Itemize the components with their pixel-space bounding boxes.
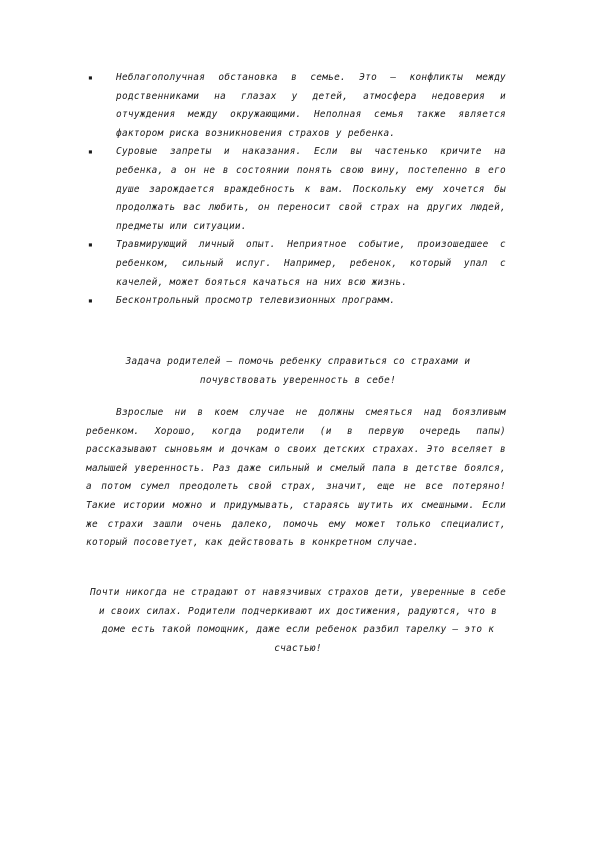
body-paragraph: Взрослые ни в коем случае не должны смеяться над боязливым ребенком. Хорошо, когда родители (и в первую очередь папы) рассказывают сыновьям и дочкам о своих детских страхах. Это вселяет в малышей уверенность. Раз даже сильный и смелый папа в детстве боялся, а потом сумел преодолеть свой страх, значит, еще не все потеряно! Такие истории можно и придумывать, стараясь шутить их смешными. Если же страхи зашли очень далеко, помочь ему может только специалист, который посоветует, как действовать в конкретном случае. [86, 407, 506, 549]
closing-paragraph: Почти никогда не страдают от навязчивых страхов дети, уверенные в себе и своих силах. Родители подчеркивают их достижения, радуются, что в доме есть такой помощник, даже если ребенок разбил тарелку – это к счастью! [89, 587, 507, 654]
section-heading: Задача родителей – помочь ребенку справиться со страхами и почувствовать уверенность в себе! [125, 356, 471, 386]
list-item [88, 236, 506, 292]
bullet-icon: ▪ [88, 147, 94, 157]
list-item [88, 143, 506, 236]
bullet-icon: ▪ [88, 240, 94, 250]
list-item-text: Травмирующий личный опыт. Неприятное событие, произошедшее с ребенком, сильный испуг. Например, ребенок, который упал с качелей, может бояться качаться на них всю жизнь. [116, 239, 506, 288]
list-item-text: Суровые запреты и наказания. Если вы частенько кричите на ребенка, а он не в состоянии понять свою вину, постепенно в его душе зарождается враждебность к вам. Поскольку ему хочется бы продолжать вас любить, он переносит свой страх на других людей, предметы или ситуации. [116, 146, 506, 232]
list-item [88, 292, 506, 311]
risk-factors-list [88, 69, 506, 311]
bullet-icon: ▪ [88, 73, 94, 82]
list-item-text: Бесконтрольный просмотр телевизионных программ. [116, 295, 396, 307]
bullet-icon: ▪ [88, 296, 94, 306]
list-item [88, 69, 506, 143]
list-item-text: Неблагополучная обстановка в семье. Это – конфликты между родственниками на глазах у детей, атмосфера недоверия и отчуждения между окружающими. Неполная семья также является фактором риска возникновения страхов у ребенка. [116, 72, 506, 139]
